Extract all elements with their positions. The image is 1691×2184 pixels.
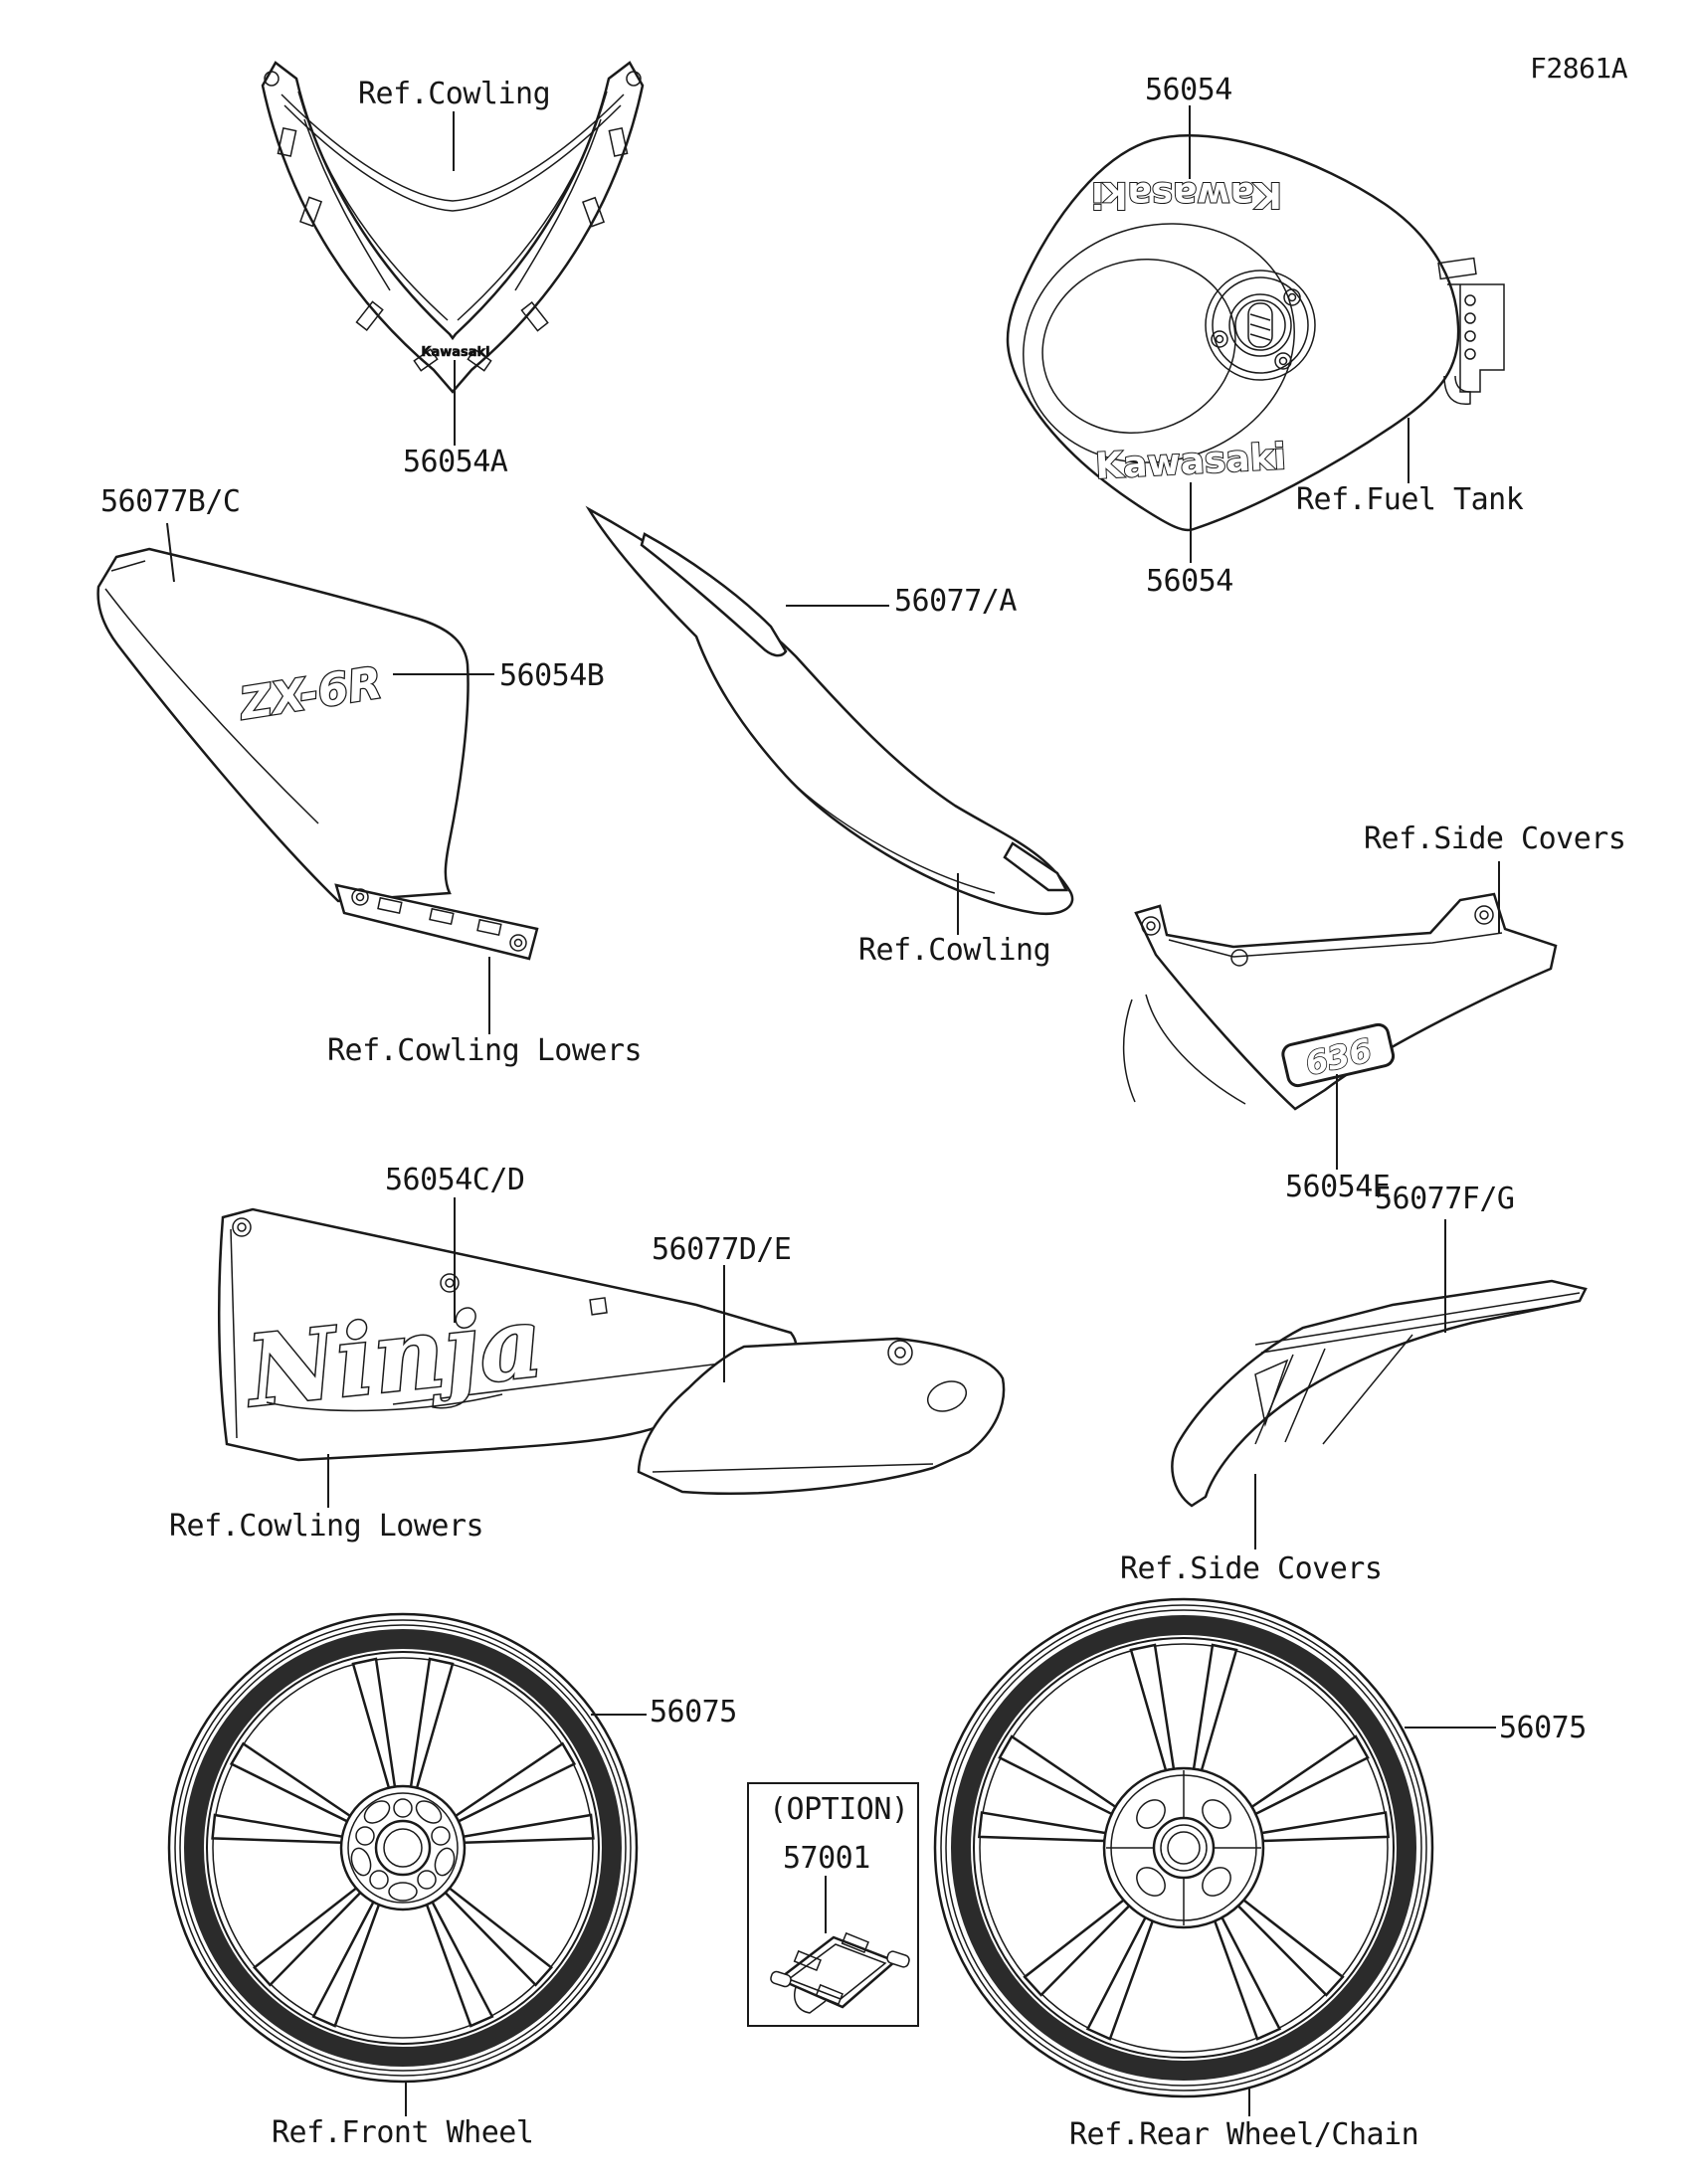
label-ref-fuel-tank: Ref.Fuel Tank bbox=[1296, 482, 1524, 517]
label-part-56077DE: 56077D/E bbox=[652, 1232, 792, 1267]
option-box bbox=[748, 1783, 918, 2026]
label-option-title: (OPTION) bbox=[769, 1792, 909, 1827]
tank-kawasaki-decal-bottom: Kawasaki bbox=[1094, 437, 1287, 487]
tank-kawasaki-decal-top: Kawasaki bbox=[1091, 174, 1282, 215]
label-part-56054-bottom: 56054 bbox=[1146, 564, 1233, 599]
label-part-56077A: 56077/A bbox=[894, 584, 1017, 619]
center-cowling-drawing bbox=[589, 509, 1072, 914]
label-ref-cowling-lowers-lower: Ref.Cowling Lowers bbox=[169, 1509, 484, 1544]
front-wheel-drawing bbox=[169, 1614, 637, 2082]
figure-code: F2861A bbox=[1530, 52, 1628, 85]
label-part-56054E: 56054E bbox=[1285, 1170, 1391, 1204]
label-ref-cowling-center: Ref.Cowling bbox=[858, 933, 1051, 968]
label-part-57001: 57001 bbox=[783, 1841, 870, 1876]
label-ref-side-covers-upper: Ref.Side Covers bbox=[1364, 821, 1626, 856]
cowling-lowers-drawing bbox=[219, 1209, 1004, 1494]
zx6r-decal: ZX-6R bbox=[236, 657, 386, 730]
ninja-decal: Ninja bbox=[242, 1284, 548, 1430]
label-ref-rear-wheel-chain: Ref.Rear Wheel/Chain bbox=[1069, 2117, 1419, 2152]
label-part-56077FG: 56077F/G bbox=[1375, 1182, 1515, 1216]
label-part-56077BC: 56077B/C bbox=[100, 484, 241, 519]
label-part-56054-top: 56054 bbox=[1145, 73, 1232, 107]
fuel-tank-drawing bbox=[992, 135, 1504, 530]
label-ref-front-wheel: Ref.Front Wheel bbox=[272, 2115, 534, 2150]
label-ref-side-covers-lower: Ref.Side Covers bbox=[1120, 1551, 1383, 1586]
side-cowling-drawing bbox=[98, 549, 537, 959]
label-ref-cowling-lowers-upper: Ref.Cowling Lowers bbox=[327, 1033, 643, 1068]
label-part-56075-rear: 56075 bbox=[1499, 1711, 1587, 1745]
windscreen-kawasaki-decal: Kawasaki bbox=[421, 345, 490, 360]
rear-wheel-drawing bbox=[935, 1599, 1432, 2096]
decal-636: 636 bbox=[1301, 1030, 1376, 1083]
label-ref-cowling-windscreen: Ref.Cowling bbox=[358, 77, 551, 111]
label-part-56054CD: 56054C/D bbox=[385, 1163, 525, 1197]
side-cover-drawing bbox=[1124, 894, 1556, 1109]
label-part-56075-front: 56075 bbox=[650, 1695, 737, 1729]
rear-side-cover-drawing bbox=[1172, 1281, 1586, 1506]
label-part-56054A: 56054A bbox=[403, 445, 508, 479]
label-part-56054B: 56054B bbox=[499, 658, 605, 693]
